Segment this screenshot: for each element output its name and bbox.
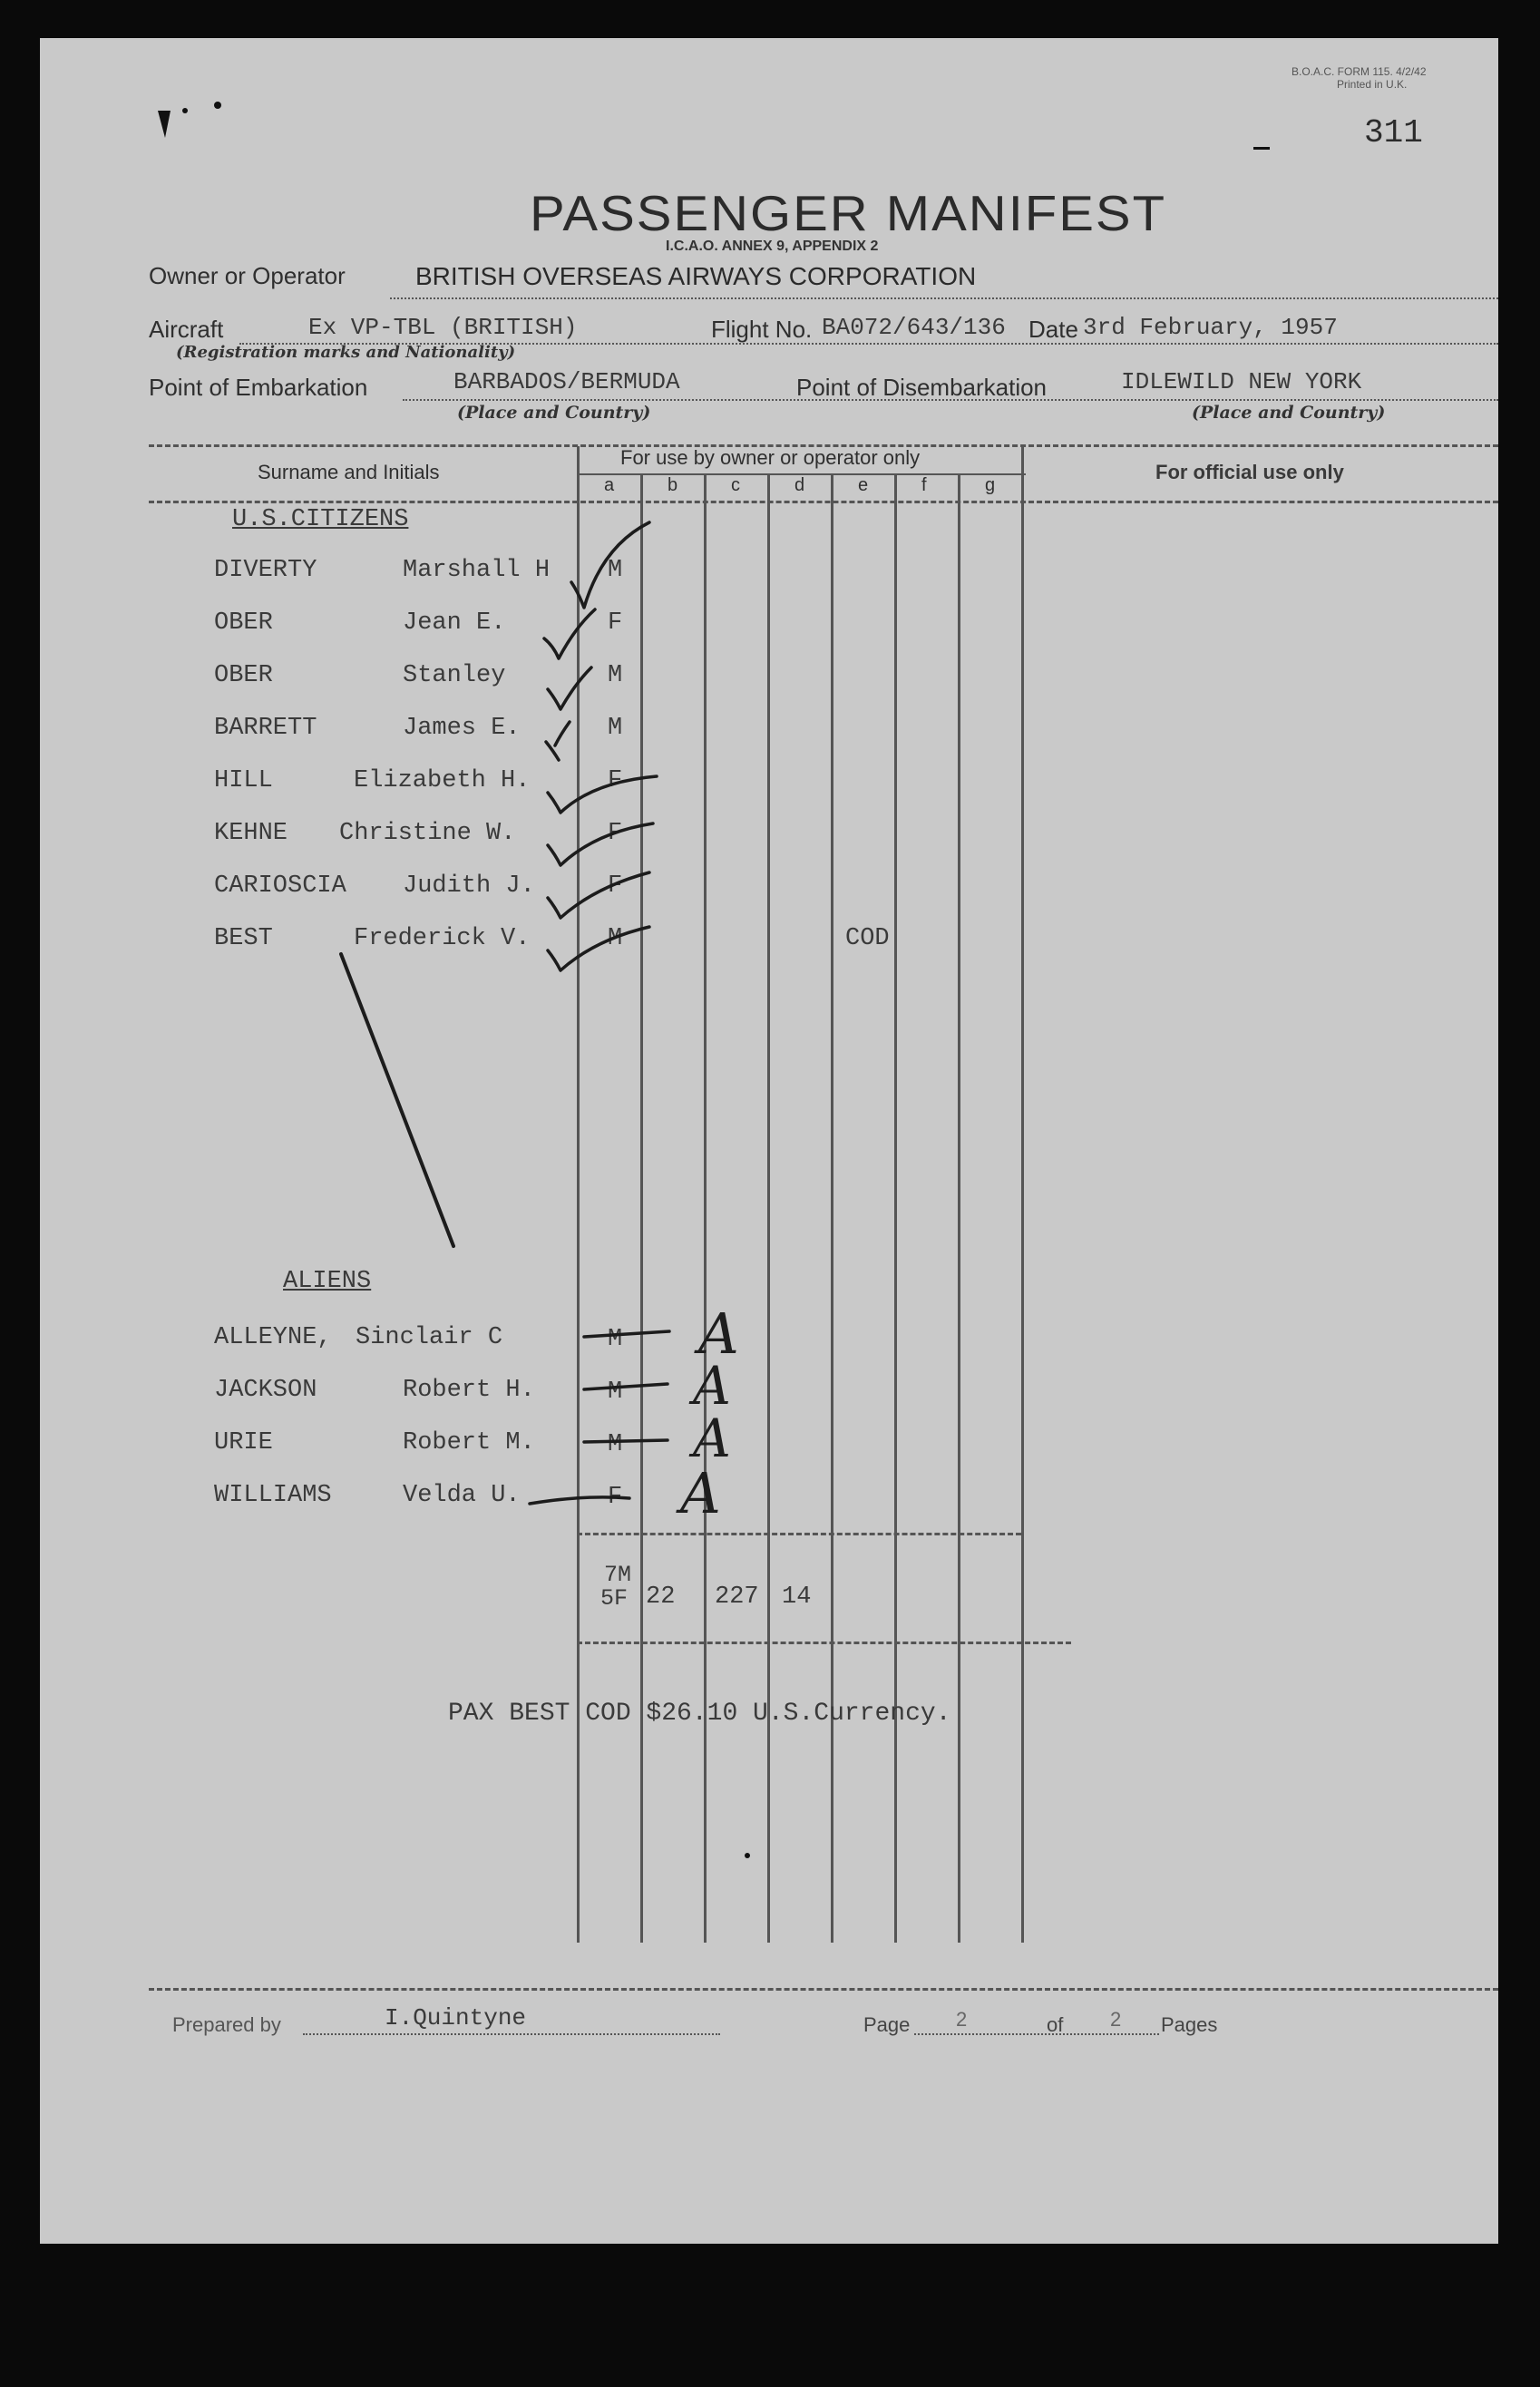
of-label: of <box>1047 2013 1064 2036</box>
us-sex: M <box>608 715 623 742</box>
check-mark <box>548 667 591 709</box>
check-mark <box>555 722 570 745</box>
diagonal-slash <box>341 954 453 1246</box>
sub-col-a: a <box>604 475 615 495</box>
strike-line <box>584 1384 668 1389</box>
us-sex: M <box>608 662 623 689</box>
totals-males: 7M <box>604 1562 632 1588</box>
us-given: Christine W. <box>339 820 516 847</box>
embark-value: BARBADOS/BERMUDA <box>453 368 680 395</box>
page-value: 2 <box>956 2008 968 2031</box>
scan-dot <box>214 102 221 109</box>
page-label: Page <box>863 2013 911 2036</box>
alien-mark: A <box>693 1408 731 1469</box>
us-surname: DIVERTY <box>214 557 317 584</box>
section-aliens: ALIENS <box>283 1268 372 1295</box>
us-sex: F <box>608 767 623 794</box>
aircraft-note: (Registration marks and Nationality) <box>176 343 516 362</box>
check-mark <box>544 609 595 658</box>
totals-d: 14 <box>782 1583 812 1611</box>
scan-mark <box>158 111 171 138</box>
us-given: Marshall H <box>403 557 551 584</box>
sub-col-b: b <box>668 475 678 495</box>
date-label: Date <box>1028 316 1078 343</box>
alien-given: Sinclair C <box>356 1324 503 1351</box>
us-given: Frederick V. <box>354 925 531 952</box>
scan-dot <box>745 1853 750 1858</box>
us-given: Jean E. <box>403 609 506 637</box>
alien-given: Velda U. <box>403 1482 521 1509</box>
sub-col-e: e <box>858 475 869 495</box>
col-official-header: For official use only <box>1155 461 1344 483</box>
disembark-value: IDLEWILD NEW YORK <box>1121 368 1362 395</box>
alien-given: Robert H. <box>403 1377 535 1404</box>
check-mark <box>571 522 649 608</box>
strike-line <box>584 1331 669 1337</box>
disembark-label: Point of Disembarkation <box>796 374 1048 401</box>
page-subtitle: I.C.A.O. ANNEX 9, APPENDIX 2 <box>666 239 879 254</box>
cod-mark: COD <box>845 925 890 952</box>
sub-col-c: c <box>731 475 740 495</box>
alien-sex: F <box>608 1484 623 1511</box>
us-surname: BEST <box>214 925 273 952</box>
col-surname-header: Surname and Initials <box>258 461 440 483</box>
cod-note: PAX BEST COD $26.10 U.S.Currency. <box>448 1700 951 1728</box>
us-sex: F <box>608 609 623 637</box>
alien-sex: M <box>608 1326 623 1353</box>
us-surname: KEHNE <box>214 820 288 847</box>
flight-label: Flight No. <box>711 316 813 343</box>
alien-surname: WILLIAMS <box>214 1482 332 1509</box>
aircraft-label: Aircraft <box>149 316 224 343</box>
printed-note: Printed in U.K. <box>1337 78 1408 91</box>
handwriting-overlay <box>40 38 1498 2244</box>
check-mark <box>548 872 649 918</box>
check-mark <box>548 823 653 865</box>
strike-line <box>530 1497 629 1504</box>
totals-b: 22 <box>646 1583 676 1611</box>
alien-mark: A <box>698 1301 739 1367</box>
us-given: Stanley <box>403 662 506 689</box>
us-surname: OBER <box>214 662 273 689</box>
us-sex: F <box>608 872 623 900</box>
scan-mark <box>1253 147 1270 150</box>
sub-col-f: f <box>921 475 927 495</box>
owner-label: Owner or Operator <box>149 262 346 289</box>
totals-females: 5F <box>600 1585 629 1612</box>
embark-note: (Place and Country) <box>457 403 651 423</box>
us-sex: F <box>608 820 623 847</box>
alien-surname: JACKSON <box>214 1377 317 1404</box>
owner-value: BRITISH OVERSEAS AIRWAYS CORPORATION <box>415 262 977 290</box>
col-owner-use-header: For use by owner or operator only <box>620 446 921 469</box>
us-sex: M <box>608 925 623 952</box>
flight-value: BA072/643/136 <box>822 314 1006 341</box>
check-mark <box>548 927 649 970</box>
us-surname: HILL <box>214 767 273 794</box>
of-value: 2 <box>1110 2008 1122 2031</box>
us-surname: CARIOSCIA <box>214 872 346 900</box>
prepared-label: Prepared by <box>172 2013 281 2036</box>
sub-col-d: d <box>794 475 805 495</box>
alien-given: Robert M. <box>403 1429 535 1457</box>
us-surname: OBER <box>214 609 273 637</box>
alien-surname: ALLEYNE, <box>214 1324 332 1351</box>
pages-label: Pages <box>1161 2013 1218 2036</box>
date-value: 3rd February, 1957 <box>1083 314 1338 341</box>
strike-line <box>584 1440 668 1442</box>
form-code: B.O.A.C. FORM 115. 4/2/42 <box>1291 65 1427 78</box>
page-number: 311 <box>1364 114 1423 151</box>
aircraft-value: Ex VP-TBL (BRITISH) <box>308 314 578 341</box>
totals-c: 227 <box>715 1583 759 1611</box>
alien-sex: M <box>608 1379 623 1406</box>
us-sex: M <box>608 557 623 584</box>
us-given: Elizabeth H. <box>354 767 531 794</box>
us-surname: BARRETT <box>214 715 317 742</box>
check-mark <box>548 776 657 813</box>
disembark-note: (Place and Country) <box>1192 403 1386 423</box>
scan-dot <box>182 108 188 113</box>
us-given: Judith J. <box>403 872 535 900</box>
alien-mark: A <box>693 1355 731 1417</box>
alien-mark: A <box>680 1460 721 1526</box>
page-title: PASSENGER MANIFEST <box>530 185 1167 242</box>
alien-sex: M <box>608 1431 623 1458</box>
embark-label: Point of Embarkation <box>149 374 368 401</box>
section-us-citizens: U.S.CITIZENS <box>232 506 409 533</box>
us-given: James E. <box>403 715 521 742</box>
manifest-sheet <box>40 38 1498 2244</box>
alien-surname: URIE <box>214 1429 273 1457</box>
sub-col-g: g <box>985 475 996 495</box>
prepared-value: I.Quintyne <box>385 2004 527 2031</box>
